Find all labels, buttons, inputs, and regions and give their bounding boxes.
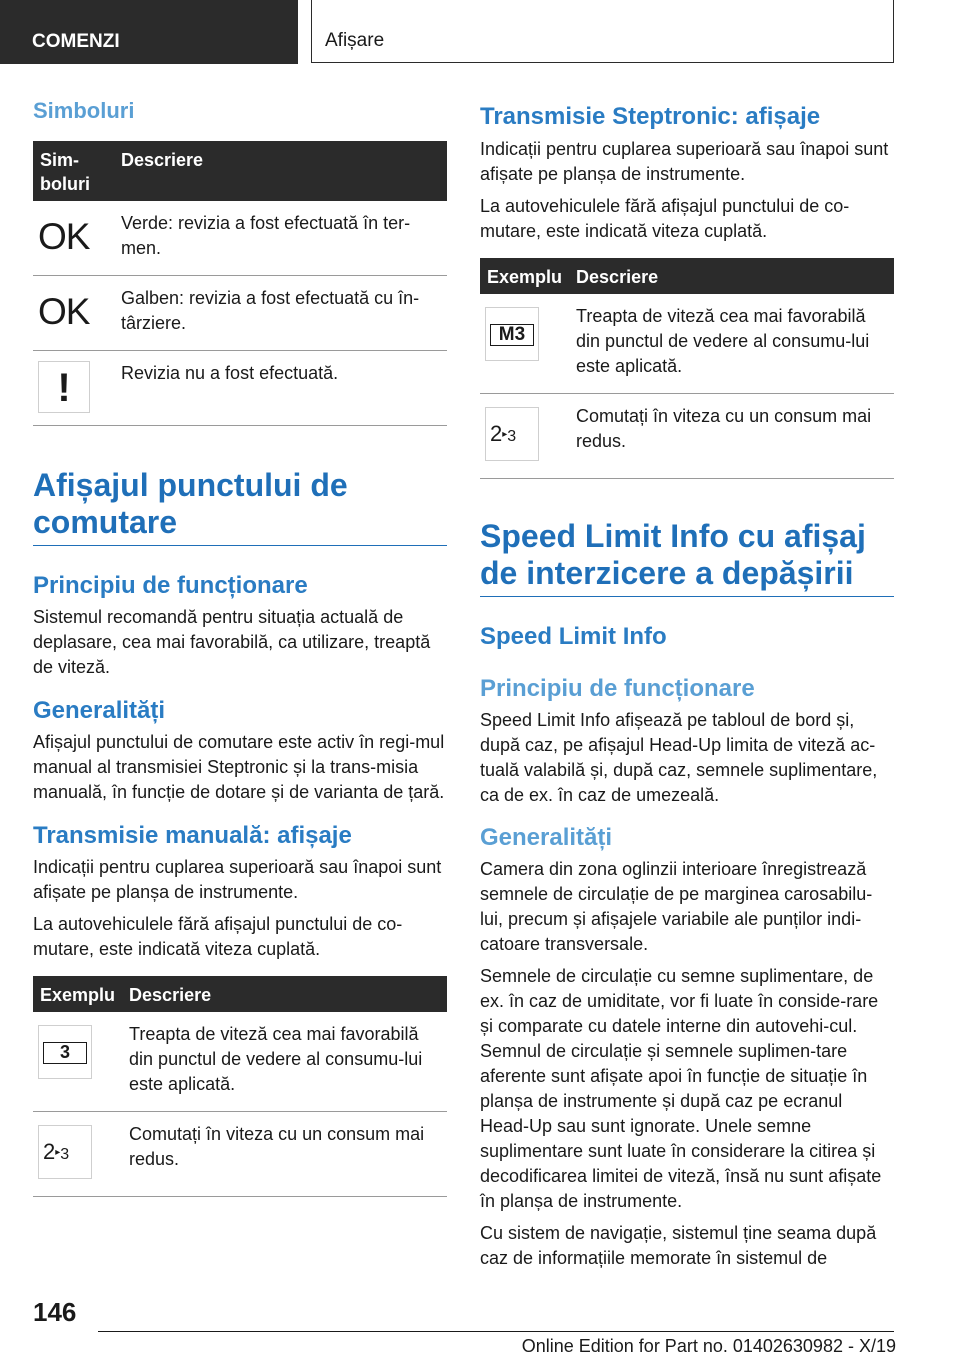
steptronic-examples-table — [480, 258, 894, 479]
manuala-heading: Transmisie manuală: afișaje — [33, 822, 352, 849]
column-header-symbols: Sim- boluri — [33, 141, 114, 201]
right-column — [480, 103, 894, 1271]
row-description: Verde: revizia a fost efectuată în ter-men. — [114, 201, 447, 276]
column-header-description: Descriere — [569, 258, 894, 294]
footer-divider — [98, 1331, 894, 1332]
speed-limit-heading: Speed Limit Info cu afișaj de interzicere a depășirii — [480, 518, 894, 597]
generalitati-heading: Generalități — [33, 697, 166, 724]
ok-green-icon: OK — [38, 216, 90, 257]
edition-note: Online Edition for Part no. 01402630982 - X/19 — [521, 1336, 896, 1356]
generalitati-heading: Generalități — [480, 824, 613, 851]
column-header-description: Descriere — [114, 141, 447, 201]
table-header-row — [480, 258, 894, 294]
page-number: 146 — [33, 1297, 77, 1327]
chapter-tab — [0, 0, 298, 64]
afisaj-heading: Afișajul punctului de comutare — [33, 467, 447, 546]
table-header-row — [33, 141, 447, 201]
table-row — [480, 394, 894, 479]
steptronic-paragraph-2: La autovehiculele fără afișajul punctului de co-mutare, este indicată viteza cuplată. — [480, 196, 850, 241]
manuala-paragraph-2: La autovehiculele fără afișajul punctului de co-mutare, este indicată viteza cuplată. — [33, 914, 403, 959]
row-description: Treapta de viteză cea mai favorabilă din punctul de vedere al consumu-lui este aplicată. — [122, 1012, 447, 1112]
section-title: Afișare — [325, 30, 385, 51]
table-header-row — [33, 976, 447, 1012]
simboluri-heading: Simboluri — [33, 98, 135, 123]
section-header — [311, 0, 894, 63]
generalitati-paragraph-1: Camera din zona oglinzii interioare înregistrează semnele de circulație de pe marginea carosabilu-lui, precum și afișajele variabile ale punților indi-catoare transversale. — [480, 859, 873, 954]
table-row — [33, 1012, 447, 1112]
column-header-description: Descriere — [122, 976, 447, 1012]
principiu-text: Speed Limit Info afișează pe tabloul de bord și, după caz, pe afișajul Head-Up limita de viteză ac-tuală valabilă și, după caz, semnele suplimentare, ca de ex. în caz de umezeală. — [480, 710, 878, 805]
steptronic-paragraph-1: Indicații pentru cuplarea superioară sau înapoi sunt afișate pe planșa de instrumente. — [480, 139, 889, 184]
gear-m3-icon: M3 — [485, 307, 539, 361]
left-column — [33, 98, 447, 1197]
principiu-heading: Principiu de funcționare — [480, 675, 755, 702]
principiu-text: Sistemul recomandă pentru situația actuală de deplasare, cea mai favorabilă, ca utilizare, treaptă de viteză. — [33, 607, 431, 677]
column-header-example: Exemplu — [33, 976, 122, 1012]
steptronic-heading: Transmisie Steptronic: afișaje — [480, 103, 821, 130]
exclamation-icon: ! — [38, 361, 90, 413]
row-description: Comutați în viteza cu un consum mai redus. — [122, 1112, 447, 1197]
column-header-example: Exemplu — [480, 258, 569, 294]
ok-yellow-icon: OK — [38, 291, 90, 332]
table-row — [33, 276, 447, 351]
sli-heading: Speed Limit Info — [480, 623, 667, 650]
table-row — [33, 1112, 447, 1197]
generalitati-text: Afișajul punctului de comutare este activ în regi-mul manual al transmisiei Steptronic și la trans-misia manuală, în funcție de dotare și de varianta de țară. — [33, 732, 445, 802]
manuala-paragraph-1: Indicații pentru cuplarea superioară sau înapoi sunt afișate pe planșa de instrumente. — [33, 857, 442, 902]
principiu-heading: Principiu de funcționare — [33, 572, 308, 599]
row-description: Comutați în viteza cu un consum mai redus. — [569, 394, 894, 479]
row-description: Treapta de viteză cea mai favorabilă din punctul de vedere al consumu-lui este aplicată. — [569, 294, 894, 394]
table-row — [33, 351, 447, 426]
table-row — [480, 294, 894, 394]
shift-up-icon: 2▸3 — [38, 1125, 92, 1179]
row-description: Galben: revizia a fost efectuată cu în-târziere. — [114, 276, 447, 351]
row-description: Revizia nu a fost efectuată. — [114, 351, 447, 426]
table-row — [33, 201, 447, 276]
gear-3-icon: 3 — [38, 1025, 92, 1079]
generalitati-paragraph-3: Cu sistem de navigație, sistemul ține seama după caz de informațiile memorate în sistemul de — [480, 1223, 877, 1268]
symbols-table — [33, 141, 447, 426]
chapter-label: COMENZI — [32, 31, 120, 52]
generalitati-paragraph-2: Semnele de circulație cu semne suplimentare, de ex. în caz de umiditate, vor fi luate în conside-rare și comparate cu datele interne din autovehi-cul. Semnul de circulație și semnele suplimen-tare aferente sunt afișate apoi în funcție de situație în planșa de instrumente și după caz pe ecranul Head-Up sau sunt ignorate. Unele semne suplimentare sunt luate în considerare la citirea și decodificarea limitei de viteză, însă nu sunt afișate în planșa de instrumente. — [480, 966, 882, 1211]
manual-examples-table — [33, 976, 447, 1197]
shift-up-icon: 2▸3 — [485, 407, 539, 461]
